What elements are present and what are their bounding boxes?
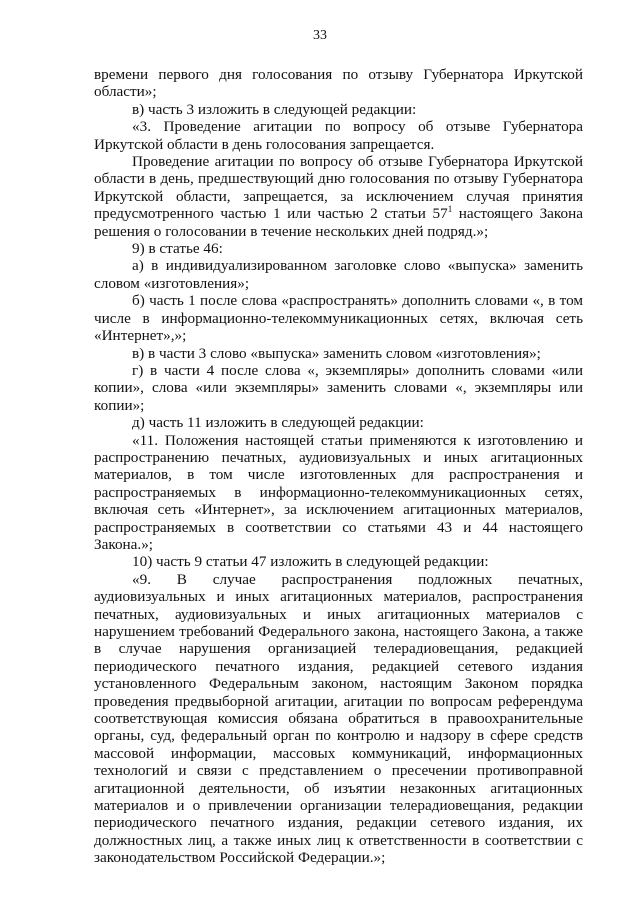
paragraph-6: а) в индивидуализированном заголовке слово «выпуска» заменить словом «изготовления»;	[94, 257, 583, 292]
paragraph-1: времени первого дня голосования по отзыву Губернатора Иркутской области»;	[94, 66, 583, 101]
paragraph-8: в) в части 3 слово «выпуска» заменить словом «изготовления»;	[132, 344, 541, 362]
paragraph-7: б) часть 1 после слова «распространять» дополнить словами «, в том числе в информационно-телекоммуникационных сетях, включая сеть «Интернет»,»;	[94, 292, 583, 345]
paragraph-2: в) часть 3 изложить в следующей редакции:	[132, 100, 417, 118]
paragraph-13: «9. В случае распространения подложных печатных, аудиовизуальных и иных агитационных материалов, распространения печатных, аудиовизуальных и иных агитационных материалов с нарушением требований Федерального закона, настоящего Закона, а также в случае нарушения организацией телерадиовещания, редакцией периодического печатного издания, редакцией сетевого издания установленного Федеральным законом, настоящим Законом порядка проведения предвыборной агитации, агитации по вопросам референдума соответствующая комиссия обязана обратиться в правоохранительные органы, суд, федеральный орган по контролю и надзору в сфере средств массовой информации, массовых коммуникаций, информационных технологий и связи с представлением о пресечении противоправной агитационной деятельности, об изъятии незаконных агитационных материалов и о привлечении организации телерадиовещания, редакции периодического печатного издания, редакции сетевого издания, их должностных лиц, а также иных лиц к ответственности в соответствии с законодательством Российской Федерации.»;	[94, 570, 583, 867]
paragraph-4-tail: настоящего Закона решения о голосовании в течение нескольких дней подряд.»;	[94, 205, 583, 240]
page-number: 33	[313, 28, 327, 43]
paragraph-11: «11. Положения настоящей статьи применяются к изготовлению и распространению печатных, аудиовизуальных и иных агитационных материалов, в том числе изготовленных для распространения и распространяемых в информационно-телекоммуникационных сетях, включая сеть «Интернет», за исключением агитационных материалов, распространяемых в соответствии со статьями 43 и 44 настоящего Закона.»;	[94, 431, 583, 553]
paragraph-12: 10) часть 9 статьи 47 изложить в следующей редакции:	[132, 553, 489, 571]
paragraph-4	[94, 153, 583, 240]
paragraph-5: 9) в статье 46:	[132, 240, 223, 258]
document-body	[94, 66, 583, 867]
paragraph-3: «3. Проведение агитации по вопросу об отзыве Губернатора Иркутской области в день голосования запрещается.	[94, 118, 583, 153]
superscript-article-number: 1	[447, 204, 453, 215]
paragraph-4-text: Проведение агитации по вопросу об отзыве Губернатора Иркутской области в день, предшествующий дню голосования по отзыву Губернатора Иркутской области, запрещается, за исключением случая принятия предусмотренного частью 1 или частью 2 статьи 57	[94, 153, 583, 223]
paragraph-9: г) в части 4 после слова «, экземпляры» дополнить словами «или копии», слова «или экземпляры» заменить словами «, экземпляры или копии»;	[94, 361, 583, 414]
paragraph-10: д) часть 11 изложить в следующей редакции:	[132, 414, 424, 432]
